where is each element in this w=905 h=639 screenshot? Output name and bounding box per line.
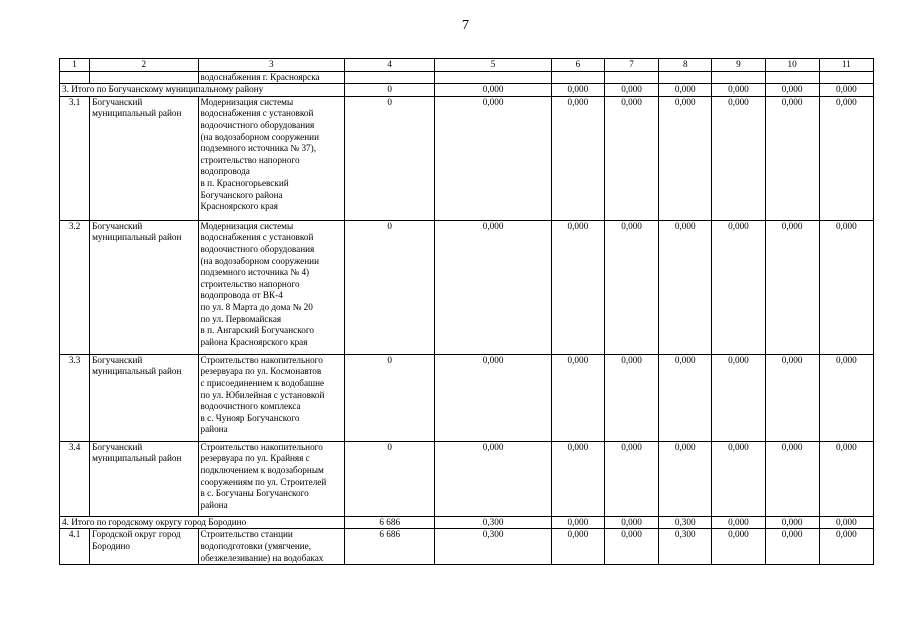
value-cell: 0,000 <box>604 84 658 97</box>
value-cell: 0,000 <box>604 441 658 516</box>
value-cell: 0,000 <box>604 220 658 354</box>
description-cell: водоснабжения г. Красноярска <box>198 71 345 84</box>
value-cell: 6 686 <box>345 529 435 565</box>
row-number: 3.3 <box>60 354 90 441</box>
value-cell: 0,300 <box>435 516 551 529</box>
column-header: 6 <box>551 59 604 72</box>
value-cell: 0,000 <box>435 84 551 97</box>
value-cell: 6 686 <box>345 516 435 529</box>
funding-table <box>59 58 874 565</box>
continuation-row <box>60 71 874 84</box>
empty-cell <box>435 71 551 84</box>
empty-cell <box>604 71 658 84</box>
description-cell: Строительство станции водоподготовки (умягчение, обезжелезивание) на водобаках <box>198 529 345 565</box>
value-cell: 0 <box>345 354 435 441</box>
value-cell: 0,000 <box>712 84 765 97</box>
value-cell: 0,000 <box>819 220 873 354</box>
municipality-cell: Богучанский муниципальный район <box>90 220 198 354</box>
value-cell: 0,000 <box>659 220 712 354</box>
value-cell: 0,000 <box>819 354 873 441</box>
value-cell: 0,000 <box>712 220 765 354</box>
municipality-cell: Городской округ город Бородино <box>90 529 198 565</box>
value-cell: 0,000 <box>765 220 819 354</box>
empty-cell <box>659 71 712 84</box>
empty-cell <box>765 71 819 84</box>
table-row <box>60 354 874 441</box>
value-cell: 0,000 <box>712 96 765 220</box>
value-cell: 0,000 <box>765 84 819 97</box>
column-header: 5 <box>435 59 551 72</box>
value-cell: 0 <box>345 441 435 516</box>
value-cell: 0,000 <box>819 441 873 516</box>
column-header: 1 <box>60 59 90 72</box>
column-header: 4 <box>345 59 435 72</box>
value-cell: 0,000 <box>712 516 765 529</box>
value-cell: 0,000 <box>765 529 819 565</box>
empty-cell <box>712 71 765 84</box>
description-cell: Строительство накопительного резервуара по ул. Космонавтов с присоединением к водобашне по ул. Юбилейная с установкой водоочистного комплекса в с. Чунояр Богучанского района <box>198 354 345 441</box>
column-header: 3 <box>198 59 345 72</box>
value-cell: 0,000 <box>659 441 712 516</box>
value-cell: 0,000 <box>604 354 658 441</box>
value-cell: 0,000 <box>659 84 712 97</box>
value-cell: 0,000 <box>765 96 819 220</box>
value-cell: 0,000 <box>712 354 765 441</box>
value-cell: 0,000 <box>712 441 765 516</box>
description-cell: Строительство накопительного резервуара по ул. Крайняя с подключением к водозаборным сооружениям по ул. Строителей в с. Богучаны Богучанского района <box>198 441 345 516</box>
value-cell: 0,000 <box>712 529 765 565</box>
description-cell: Модернизация системы водоснабжения с установкой водоочистного оборудования (на водозаборном сооружении подземного источника № 37), строительство напорного водопровода в п. Красногорьевский Богучанского района Красноярского края <box>198 96 345 220</box>
value-cell: 0 <box>345 84 435 97</box>
value-cell: 0,300 <box>659 529 712 565</box>
page-number: 7 <box>462 18 469 33</box>
value-cell: 0 <box>345 220 435 354</box>
value-cell: 0,000 <box>551 220 604 354</box>
description-cell: Модернизация системы водоснабжения с установкой водоочистного оборудования (на водозаборном сооружении подземного источника № 4) строительство напорного водопровода от ВК-4 по ул. 8 Марта до дома № 20 по ул. Первомайская в п. Ангарский Богучанского района Красноярского края <box>198 220 345 354</box>
value-cell: 0,000 <box>765 516 819 529</box>
value-cell: 0,300 <box>435 529 551 565</box>
empty-cell <box>90 71 198 84</box>
value-cell: 0,000 <box>819 84 873 97</box>
value-cell: 0,000 <box>604 529 658 565</box>
value-cell: 0,000 <box>604 96 658 220</box>
column-header: 11 <box>819 59 873 72</box>
table-row <box>60 441 874 516</box>
municipality-cell: Богучанский муниципальный район <box>90 96 198 220</box>
value-cell: 0,000 <box>551 354 604 441</box>
value-cell: 0,000 <box>765 441 819 516</box>
value-cell: 0,000 <box>659 354 712 441</box>
column-header: 8 <box>659 59 712 72</box>
empty-cell <box>345 71 435 84</box>
empty-cell <box>60 71 90 84</box>
total-label: 3. Итого по Богучанскому муниципальному району <box>60 84 345 97</box>
total-row <box>60 84 874 97</box>
value-cell: 0,000 <box>819 96 873 220</box>
value-cell: 0,000 <box>659 96 712 220</box>
value-cell: 0,300 <box>659 516 712 529</box>
value-cell: 0,000 <box>551 84 604 97</box>
table-row <box>60 96 874 220</box>
column-header: 7 <box>604 59 658 72</box>
table-row <box>60 529 874 565</box>
value-cell: 0,000 <box>435 441 551 516</box>
value-cell: 0,000 <box>435 96 551 220</box>
value-cell: 0,000 <box>551 96 604 220</box>
column-header: 10 <box>765 59 819 72</box>
row-number: 4.1 <box>60 529 90 565</box>
header-row <box>60 59 874 72</box>
value-cell: 0,000 <box>551 516 604 529</box>
table-row <box>60 220 874 354</box>
total-row <box>60 516 874 529</box>
value-cell: 0,000 <box>819 516 873 529</box>
value-cell: 0 <box>345 96 435 220</box>
municipality-cell: Богучанский муниципальный район <box>90 441 198 516</box>
value-cell: 0,000 <box>765 354 819 441</box>
municipality-cell: Богучанский муниципальный район <box>90 354 198 441</box>
value-cell: 0,000 <box>435 354 551 441</box>
value-cell: 0,000 <box>551 529 604 565</box>
row-number: 3.1 <box>60 96 90 220</box>
value-cell: 0,000 <box>551 441 604 516</box>
row-number: 3.4 <box>60 441 90 516</box>
value-cell: 0,000 <box>604 516 658 529</box>
empty-cell <box>819 71 873 84</box>
value-cell: 0,000 <box>819 529 873 565</box>
total-label: 4. Итого по городскому округу город Бородино <box>60 516 345 529</box>
empty-cell <box>551 71 604 84</box>
row-number: 3.2 <box>60 220 90 354</box>
column-header: 9 <box>712 59 765 72</box>
value-cell: 0,000 <box>435 220 551 354</box>
column-header: 2 <box>90 59 198 72</box>
